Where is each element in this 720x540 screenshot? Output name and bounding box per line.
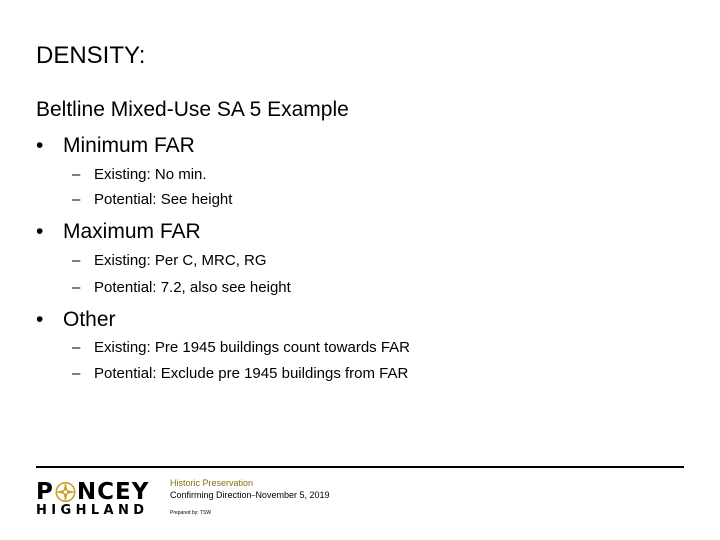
footer-date: November 5, 2019: [255, 490, 330, 500]
sub-item-text: Potential: Exclude pre 1945 buildings from FAR: [94, 365, 409, 382]
bullet-dot: •: [36, 308, 44, 331]
sub-item-text: Existing: No min.: [94, 166, 207, 183]
sub-item-text: Existing: Per C, MRC, RG: [94, 252, 267, 269]
sub-item-text: Potential: See height: [94, 191, 233, 208]
dash: –: [72, 339, 81, 356]
dash: –: [72, 166, 81, 183]
logo-letter: P: [36, 479, 54, 505]
bullet-dot: •: [36, 220, 44, 243]
bullet-dot: •: [36, 134, 44, 157]
compass-star-icon: [55, 481, 76, 503]
footer-phase: Confirming Direction: [170, 490, 252, 500]
footer-project: Historic Preservation: [170, 478, 254, 488]
logo-wordmark-bottom: HIGHLAND: [36, 503, 149, 518]
poncey-highland-logo: [36, 479, 160, 519]
dash: –: [72, 191, 81, 208]
dash: –: [72, 252, 81, 269]
footer-phase-date: [170, 490, 329, 501]
dash: –: [72, 279, 81, 296]
logo-wordmark-top: [36, 479, 149, 505]
slide-title: DENSITY:: [36, 42, 146, 69]
footer-prepared-by: Prepared by: TSW: [170, 510, 212, 516]
footer-separator: –: [251, 492, 256, 499]
logo-letters: NCEY: [76, 479, 150, 505]
dash: –: [72, 365, 81, 382]
slide-subtitle: Beltline Mixed-Use SA 5 Example: [36, 98, 349, 121]
bullet-heading: Other: [63, 308, 116, 331]
bullet-heading: Maximum FAR: [63, 220, 201, 243]
sub-item-text: Potential: 7.2, also see height: [94, 279, 291, 296]
sub-item-text: Existing: Pre 1945 buildings count towards FAR: [94, 339, 411, 356]
bullet-heading: Minimum FAR: [63, 134, 195, 157]
footer-divider: [36, 466, 684, 468]
